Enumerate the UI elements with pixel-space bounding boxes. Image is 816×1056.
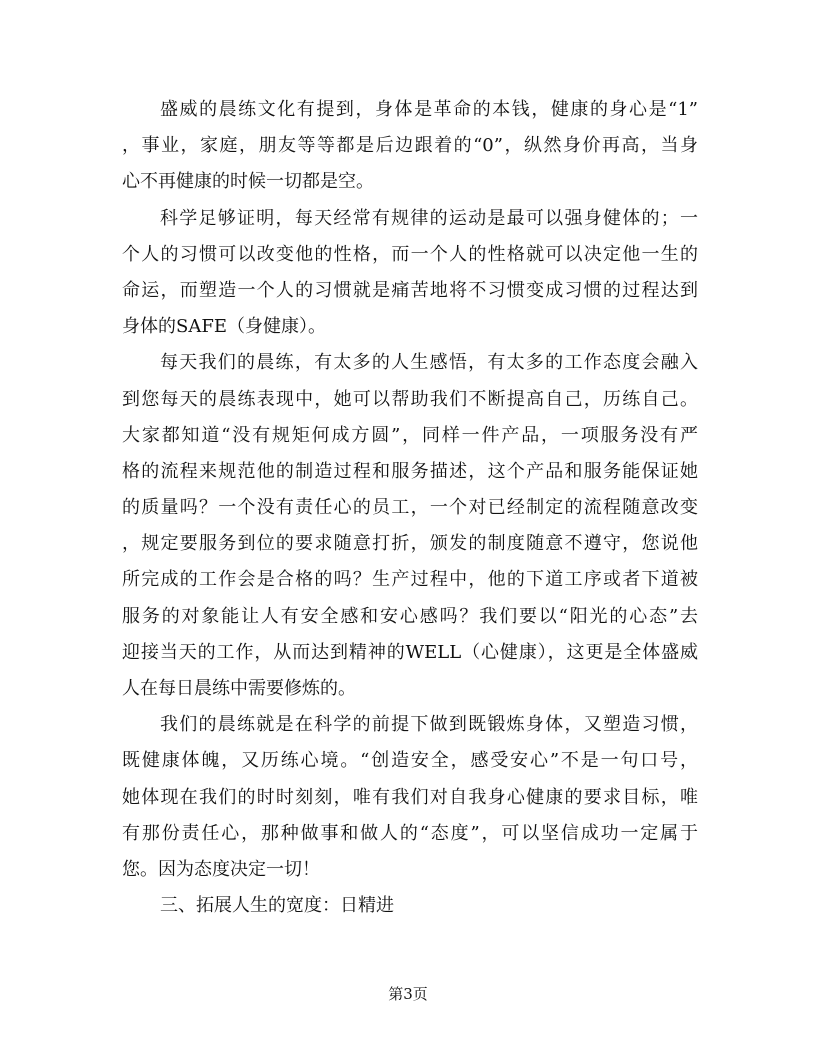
text-line: 我们的晨练就是在科学的前提下做到既锻炼身体，又塑造习惯， xyxy=(160,714,698,736)
page-number: 第3页 xyxy=(388,985,428,1003)
text-line: 命运，而塑造一个人的习惯就是痛苦地将不习惯变成习惯的过程达到 xyxy=(122,279,698,301)
text-line: 的质量吗？一个没有责任心的员工，一个对已经制定的流程随意改变 xyxy=(122,497,698,519)
text-line: ，事业，家庭，朋友等等都是后边跟着的“0”，纵然身价再高，当身 xyxy=(122,135,698,157)
text-line: 个人的习惯可以改变他的性格，而一个人的性格就可以决定他一生的 xyxy=(122,243,698,265)
text-line: 您。因为态度决定一切！ xyxy=(122,858,320,880)
text-line: 人在每日晨练中需要修炼的。 xyxy=(122,678,356,699)
text-line: 所完成的工作会是合格的吗？生产过程中，他的下道工序或者下道被 xyxy=(122,569,698,591)
section-heading: 三、拓展人生的宽度：日精进 xyxy=(160,895,394,917)
text-line: 盛威的晨练文化有提到，身体是革命的本钱，健康的身心是“1” xyxy=(160,99,698,120)
text-line: 有那份责任心，那种做事和做人的“态度”，可以坚信成功一定属于 xyxy=(122,822,698,844)
text-line: 科学足够证明，每天经常有规律的运动是最可以强身健体的；一 xyxy=(160,207,698,229)
text-line: 她体现在我们的时时刻刻，唯有我们对自我身心健康的要求目标，唯 xyxy=(122,786,698,808)
text-line: 服务的对象能让人有安全感和安心感吗？我们要以“阳光的心态”去 xyxy=(122,605,698,627)
text-line: ，规定要服务到位的要求随意打折，颁发的制度随意不遵守，您说他 xyxy=(122,533,698,555)
text-line: 大家都知道“没有规矩何成方圆”，同样一件产品，一项服务没有严 xyxy=(122,424,698,446)
text-line: 身体的SAFE（身健康）。 xyxy=(122,316,326,338)
text-line: 迎接当天的工作，从而达到精神的WELL（心健康），这更是全体盛威 xyxy=(122,641,698,663)
text-line: 格的流程来规范他的制造过程和服务描述，这个产品和服务能保证她 xyxy=(122,460,698,482)
text-line: 到您每天的晨练表现中，她可以帮助我们不断提高自己，历练自己。 xyxy=(122,388,698,410)
document-body xyxy=(122,92,698,924)
text-line: 心不再健康的时候一切都是空。 xyxy=(122,171,374,193)
text-line: 每天我们的晨练，有太多的人生感悟，有太多的工作态度会融入 xyxy=(160,352,698,374)
text-line: 既健康体魄，又历练心境。“创造安全，感受安心”不是一句口号， xyxy=(122,750,698,772)
